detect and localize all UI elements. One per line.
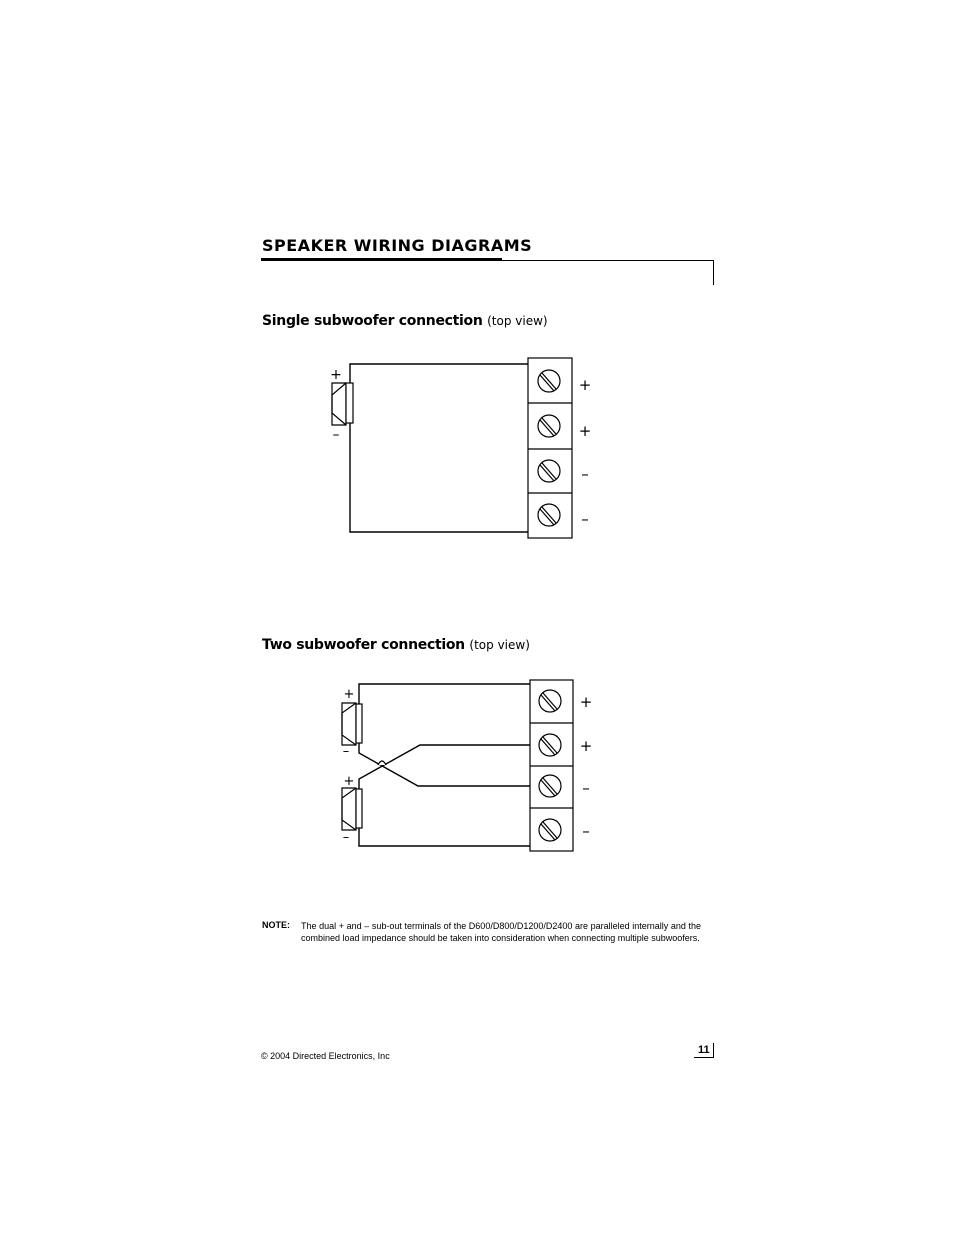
page-number: 11 [698, 1044, 710, 1056]
single-heading-note: (top view) [487, 314, 548, 328]
terminal-label-1: + [578, 376, 592, 394]
speaker-1-icon [342, 703, 362, 745]
speaker-minus-label: – [332, 427, 340, 443]
speaker-plus-label: + [330, 367, 342, 383]
terminal-label-4: – [581, 510, 589, 528]
speaker-1-plus-label: + [343, 687, 355, 702]
wire-positive [350, 364, 542, 383]
speaker-2-minus-label: – [342, 830, 350, 845]
note-label: NOTE: [262, 920, 290, 930]
two-heading-note: (top view) [469, 638, 530, 652]
terminal-label-1: + [579, 693, 593, 711]
speaker-icon [332, 383, 353, 425]
single-heading-text: Single subwoofer connection [262, 313, 483, 329]
screw-terminal-3-icon [538, 460, 560, 482]
screw-terminal-1-icon [539, 690, 561, 712]
screw-terminal-3-icon [539, 775, 561, 797]
single-subwoofer-diagram [320, 355, 620, 545]
section-title: SPEAKER WIRING DIAGRAMS [262, 236, 533, 255]
speaker-2-plus-label: + [343, 774, 355, 789]
two-subwoofer-diagram [330, 675, 620, 860]
wire-speaker1-positive [359, 684, 543, 704]
title-rule-tick [713, 260, 714, 285]
terminal-label-2: + [578, 422, 592, 440]
screw-terminal-2-icon [539, 734, 561, 756]
footer-copyright: © 2004 Directed Electronics, Inc [261, 1051, 390, 1061]
screw-terminal-4-icon [539, 819, 561, 841]
terminal-label-3: – [581, 465, 589, 483]
terminal-label-2: + [579, 737, 593, 755]
screw-terminal-2-icon [538, 415, 560, 437]
terminal-label-4: – [582, 822, 590, 840]
wire-speaker2-negative [359, 828, 543, 846]
title-rule [261, 260, 714, 261]
wire-crossover [378, 761, 386, 765]
two-heading-text: Two subwoofer connection [262, 637, 465, 653]
single-subwoofer-heading [262, 312, 548, 330]
two-subwoofer-heading [262, 636, 530, 654]
note-text: The dual + and – sub-out terminals of the D600/D800/D1200/D2400 are paralleled internally and the combined load impedance should be taken into consideration when connecting multiple subwoofers. [301, 921, 701, 943]
page-number-rule [694, 1057, 714, 1058]
screw-terminal-1-icon [538, 370, 560, 392]
terminal-label-3: – [582, 779, 590, 797]
screw-terminal-4-icon [538, 504, 560, 526]
page-number-tick [713, 1043, 714, 1058]
speaker-2-icon [342, 788, 362, 830]
speaker-1-minus-label: – [342, 744, 350, 759]
wire-negative [350, 423, 542, 532]
